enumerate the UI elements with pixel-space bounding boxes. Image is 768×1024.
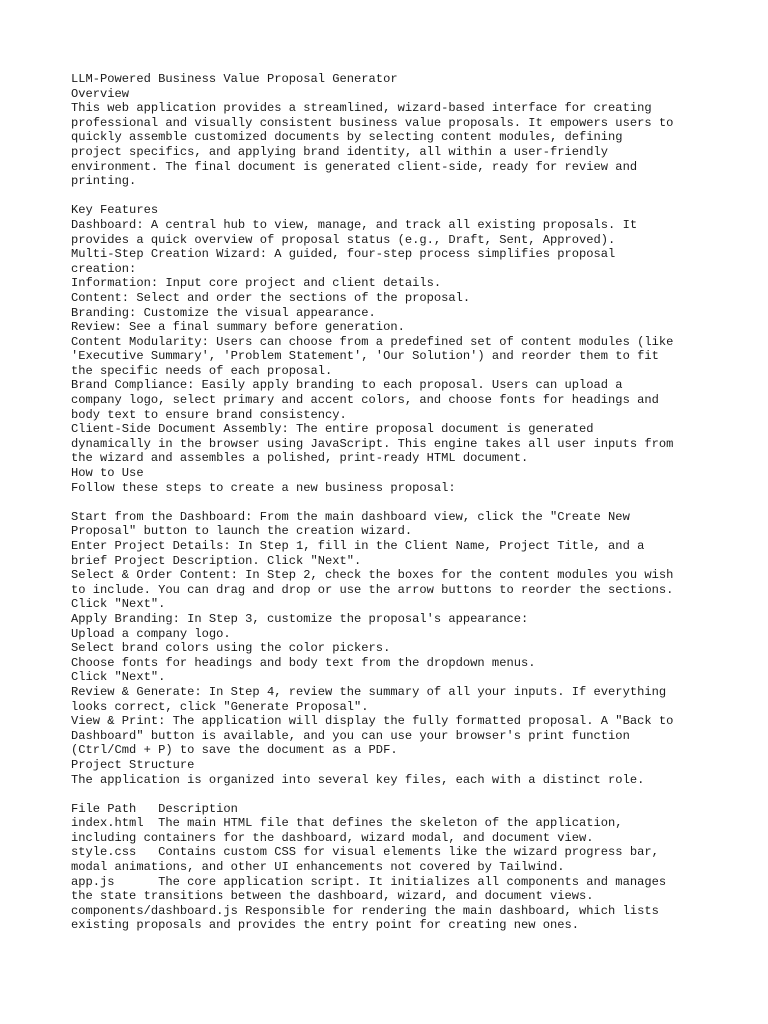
features-line: Brand Compliance: Easily apply branding to each proposal. Users can upload a xyxy=(71,378,623,393)
spacer xyxy=(71,787,711,802)
overview-line: quickly assemble customized documents by selecting content modules, defining xyxy=(71,130,623,145)
howto-line: Proposal" button to launch the creation wizard. xyxy=(71,524,413,539)
howto-line: Start from the Dashboard: From the main dashboard view, click the "Create New xyxy=(71,509,630,524)
howto-line: brief Project Description. Click "Next". xyxy=(71,553,362,568)
features-line: dynamically in the browser using JavaScript. This engine takes all user inputs from xyxy=(71,436,674,451)
table-row: app.js The core application script. It initializes all components and manages xyxy=(71,874,667,889)
features-line: company logo, select primary and accent colors, and choose fonts for headings and xyxy=(71,393,659,408)
table-row: existing proposals and provides the entry point for creating new ones. xyxy=(71,918,580,933)
features-line: 'Executive Summary', 'Problem Statement', 'Our Solution') and reorder them to fit xyxy=(71,349,659,364)
structure-intro: The application is organized into several key files, each with a distinct role. xyxy=(71,772,645,787)
overview-line: professional and visually consistent business value proposals. It empowers users to xyxy=(71,115,674,130)
features-line: Branding: Customize the visual appearance. xyxy=(71,305,376,320)
features-line: Information: Input core project and client details. xyxy=(71,276,442,291)
table-row: index.html The main HTML file that defines the skeleton of the application, xyxy=(71,816,623,831)
features-line: Content: Select and order the sections of the proposal. xyxy=(71,290,471,305)
howto-line: Enter Project Details: In Step 1, fill in the Client Name, Project Title, and a xyxy=(71,539,645,553)
features-line: Content Modularity: Users can choose from a predefined set of content modules (like xyxy=(71,334,674,349)
howto-line: View & Print: The application will display the fully formatted proposal. A "Back to xyxy=(71,714,674,729)
spacer xyxy=(71,189,711,204)
features-line: the wizard and assembles a polished, print-ready HTML document. xyxy=(71,451,529,466)
features-line: Client-Side Document Assembly: The entire proposal document is generated xyxy=(71,422,594,437)
howto-line: Choose fonts for headings and body text from the dropdown menus. xyxy=(71,655,536,670)
table-row: including containers for the dashboard, wizard modal, and document view. xyxy=(71,830,594,845)
document-page xyxy=(71,72,711,933)
features-line: the specific needs of each proposal. xyxy=(71,363,333,378)
overview-line: printing. xyxy=(71,174,137,189)
structure-heading: Project Structure xyxy=(71,757,195,772)
howto-line: Select & Order Content: In Step 2, check the boxes for the content modules you wish xyxy=(71,568,674,583)
overview-heading: Overview xyxy=(71,86,130,101)
features-line: Review: See a final summary before generation. xyxy=(71,320,405,335)
howto-line: Click "Next". xyxy=(71,670,166,685)
howto-line: Click "Next". xyxy=(71,597,166,612)
howto-line: Upload a company logo. xyxy=(71,626,231,641)
table-header: File Path Description xyxy=(71,801,238,816)
howto-line: (Ctrl/Cmd + P) to save the document as a PDF. xyxy=(71,743,398,758)
howto-line: Apply Branding: In Step 3, customize the proposal's appearance: xyxy=(71,611,529,626)
howto-line: Dashboard" button is available, and you can use your browser's print function xyxy=(71,728,630,743)
table-row: style.css Contains custom CSS for visual elements like the wizard progress bar, xyxy=(71,845,659,860)
features-line: provides a quick overview of proposal status (e.g., Draft, Sent, Approved). xyxy=(71,232,616,247)
howto-line: Select brand colors using the color pickers. xyxy=(71,641,391,656)
spacer xyxy=(71,495,711,510)
features-line: Multi-Step Creation Wizard: A guided, four-step process simplifies proposal xyxy=(71,247,616,262)
howto-intro: Follow these steps to create a new business proposal: xyxy=(71,480,456,495)
howto-line: Review & Generate: In Step 4, review the summary of all your inputs. If everything xyxy=(71,684,667,699)
doc-title: LLM-Powered Business Value Proposal Generator xyxy=(71,72,398,86)
features-line: Dashboard: A central hub to view, manage, and track all existing proposals. It xyxy=(71,217,638,232)
overview-line: project specifics, and applying brand identity, all within a user-friendly xyxy=(71,144,609,159)
table-row: components/dashboard.js Responsible for rendering the main dashboard, which lists xyxy=(71,903,659,918)
table-row: the state transitions between the dashboard, wizard, and document views. xyxy=(71,889,594,904)
overview-line: environment. The final document is generated client-side, ready for review and xyxy=(71,159,638,174)
howto-heading: How to Use xyxy=(71,466,144,481)
table-row: modal animations, and other UI enhancements not covered by Tailwind. xyxy=(71,860,565,875)
features-line: creation: xyxy=(71,261,137,276)
features-heading: Key Features xyxy=(71,203,159,218)
overview-line: This web application provides a streamlined, wizard-based interface for creating xyxy=(71,101,652,116)
howto-line: to include. You can drag and drop or use the arrow buttons to reorder the sections. xyxy=(71,582,674,597)
howto-line: looks correct, click "Generate Proposal". xyxy=(71,699,369,714)
features-line: body text to ensure brand consistency. xyxy=(71,407,347,422)
